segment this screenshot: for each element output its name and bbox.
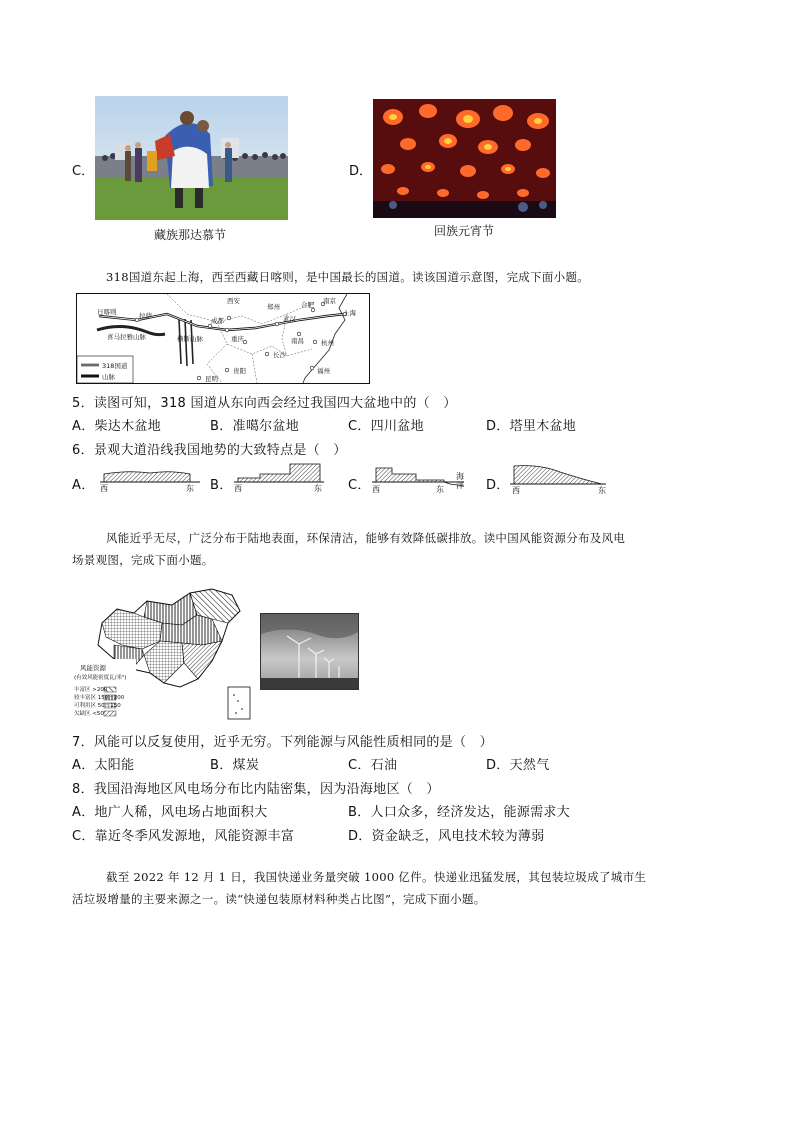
east-label: 东 [186,484,194,493]
express-intro-line1: 截至 2022 年 12 月 1 日，我国快递业务量突破 1000 亿件。快递业迅猛发展，其包装垃圾成了城市生 [106,870,647,884]
lantern-festival-photo [373,99,556,218]
mountain-label: 横断山脉 [177,335,203,343]
mountain-label: 喜马拉雅山脉 [107,333,146,341]
q6-option-c-label[interactable]: C． [348,478,371,493]
wind-farm-photo [260,613,359,690]
legend-title: 风能资源 [80,664,106,672]
road-map [76,293,370,384]
city-label: 日喀则 [97,308,117,316]
legend-mountain-label: 山脉 [102,373,115,381]
city-label: 贵阳 [233,367,246,375]
east-label: 东 [598,486,606,495]
west-label: 西 [234,484,242,493]
east-label: 东 [314,484,322,493]
city-label: 武汉 [283,315,296,323]
q6-option-b-label[interactable]: B． [210,478,233,493]
ocean-label: 海洋 [456,472,464,490]
legend-item: 较丰富区 150～200 [74,695,125,701]
option-c-label: C． [72,164,95,179]
west-label: 西 [372,485,380,494]
wind-intro-line1: 风能近乎无尽，广泛分布于陆地表面，环保清洁，能够有效降低碳排放。读中国风能资源分布及风电 [106,531,626,545]
city-label: 拉萨 [139,312,152,320]
legend-unit: (有效风能密度瓦/米²) [74,675,127,681]
q7-stem: 7．风能可以反复使用，近乎无穷。下列能源与风能性质相同的是（ ） [72,735,493,750]
q7-option-c[interactable]: C．石油 [348,758,398,773]
city-label: 昆明 [205,375,218,383]
legend-road-label: 318国道 [102,362,128,370]
q5-option-a[interactable]: A．柴达木盆地 [72,419,161,434]
q6-stem: 6．景观大道沿线我国地势的大致特点是（ ） [72,443,347,458]
road-intro: 318国道东起上海，西至西藏日喀则，是中国最长的国道。读该国道示意图，完成下面小题。 [106,270,590,284]
west-label: 西 [100,484,108,493]
wind-resource-map [72,583,252,721]
city-label: 长沙 [273,351,286,359]
q8-option-d[interactable]: D．资金缺乏，风电技术较为薄弱 [348,829,545,844]
q6-option-d-label[interactable]: D． [486,478,510,493]
q6-option-a-profile [100,466,200,496]
city-label: 南京 [323,297,336,305]
west-label: 西 [512,486,520,495]
city-label: 合肥 [301,301,314,309]
q8-option-b[interactable]: B．人口众多，经济发达，能源需求大 [348,805,571,820]
wind-intro-line2: 场景观图，完成下面小题。 [72,553,214,567]
city-label: 南昌 [291,337,304,345]
city-label: 成都 [211,317,224,325]
q6-option-b-profile [234,462,324,496]
q7-option-a[interactable]: A．太阳能 [72,758,135,773]
city-label: 郑州 [267,303,280,311]
city-label: 杭州 [321,339,334,347]
q5-stem: 5．读图可知，318 国道从东向西会经过我国四大盆地中的（ ） [72,396,457,411]
express-intro-line2: 活垃圾增量的主要来源之一。读“快递包装原材料种类占比图”，完成下面小题。 [72,892,486,906]
legend-item: 丰富区 >200 [74,687,108,693]
city-label: 西安 [227,297,240,305]
city-label: 上海 [343,309,356,317]
city-label: 重庆 [231,335,244,343]
q8-option-a[interactable]: A．地广人稀，风电场占地面积大 [72,805,268,820]
q6-option-d-profile [510,462,610,498]
option-d-label: D． [349,164,373,179]
q5-option-b[interactable]: B．准噶尔盆地 [210,419,300,434]
q8-option-c[interactable]: C．靠近冬季风发源地，风能资源丰富 [72,829,295,844]
q5-option-d[interactable]: D．塔里木盆地 [486,419,577,434]
q7-option-d[interactable]: D．天然气 [486,758,550,773]
q8-stem: 8．我国沿海地区风电场分布比内陆密集，因为沿海地区（ ） [72,782,440,797]
city-label: 福州 [317,367,330,375]
q6-option-a-label[interactable]: A． [72,478,95,493]
legend-item: 欠缺区 <50 [74,711,104,717]
q5-option-c[interactable]: C．四川盆地 [348,419,424,434]
q7-option-b[interactable]: B．煤炭 [210,758,260,773]
q6-option-c-profile [372,464,472,496]
option-c-caption: 藏族那达慕节 [154,228,227,242]
legend-item: 可利用区 50～150 [74,703,121,709]
nadam-festival-photo [95,96,288,220]
option-d-caption: 回族元宵节 [434,224,495,238]
east-label: 东 [436,485,444,494]
